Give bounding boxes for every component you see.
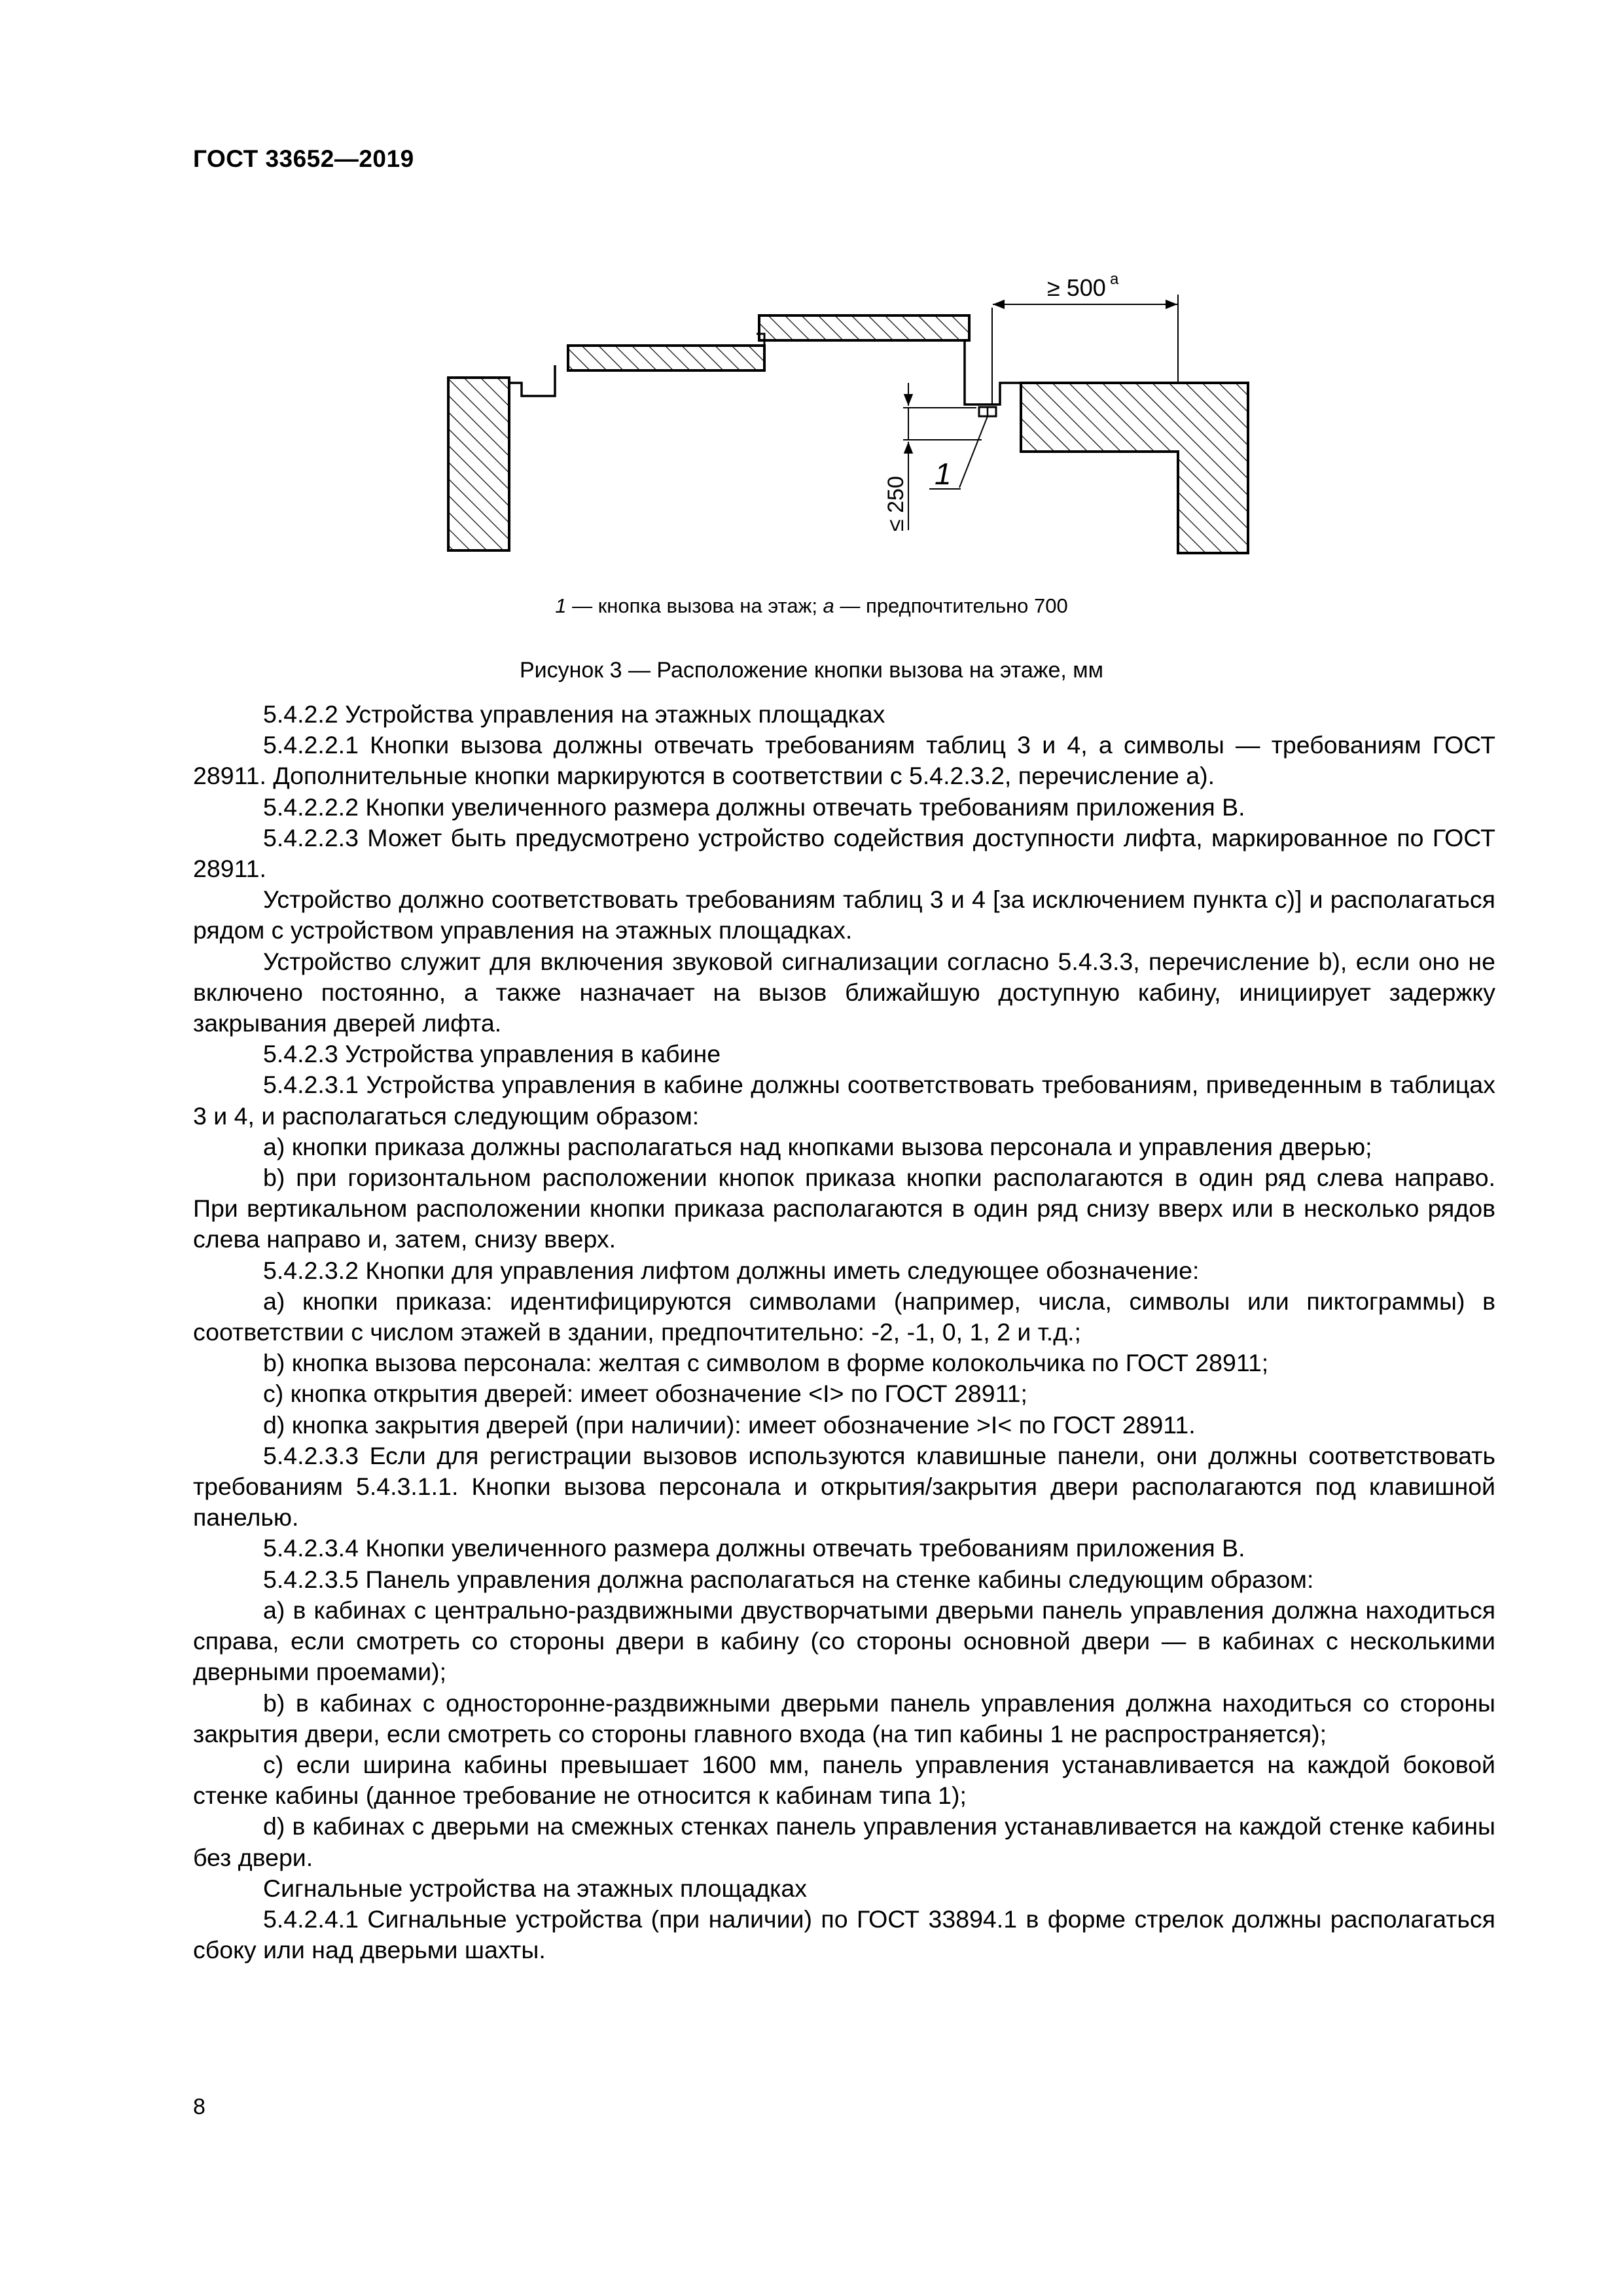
- paragraph: 5.4.2.3 Устройства управления в кабине: [263, 1040, 721, 1068]
- top-dimension-label: ≥ 500: [1047, 274, 1106, 301]
- call-button-layout-figure: [432, 262, 1270, 583]
- side-dimension-label: ≤ 250: [883, 476, 908, 531]
- floor-plan-drawing: [432, 262, 1270, 583]
- legend-text-1: — кнопка вызова на этаж;: [566, 594, 823, 617]
- paragraph: 5.4.2.3.3 Если для регистрации вызовов используются клавишные панели, они должны соответствовать требованиям 5.4.3.1.1. Кнопки вызова персонала и открытия/закрытия двери располагаются под клавишной панелью.: [193, 1441, 1495, 1532]
- paragraph: a) кнопки приказа: идентифицируются символами (например, числа, символы или пиктограммы) в соответствии с числом этажей в здании, предпочтительно: -2, -1, 0, 1, 2 и т.д.;: [193, 1287, 1495, 1346]
- page-number: 8: [193, 2094, 205, 2119]
- paragraph: 5.4.2.3.1 Устройства управления в кабине должны соответствовать требованиям, приведенным в таблицах 3 и 4, и располагаться следующим образом:: [193, 1071, 1495, 1130]
- figure-legend: [0, 594, 1623, 618]
- paragraph: 5.4.2.2.2 Кнопки увеличенного размера должны отвечать требованиям приложения В.: [263, 793, 1245, 821]
- paragraph: 5.4.2.3.5 Панель управления должна располагаться на стенке кабины следующим образом:: [263, 1565, 1314, 1593]
- paragraph: Устройство служит для включения звуковой сигнализации согласно 5.4.3.3, перечисление b), если оно не включено постоянно, а также назначает на вызов ближайшую доступную кабину, инициирует задержку закрывания дверей лифта.: [193, 947, 1495, 1037]
- paragraph: b) в кабинах с односторонне-раздвижными дверьми панель управления должна находиться со стороны закрытия двери, если смотреть со стороны главного входа (на тип кабины 1 не распространяется);: [193, 1689, 1495, 1748]
- paragraph: d) кнопка закрытия дверей (при наличии): имеет обозначение >I< по ГОСТ 28911.: [263, 1410, 1196, 1439]
- door-panel-upper: [759, 315, 969, 340]
- paragraph: a) кнопки приказа должны располагаться над кнопками вызова персонала и управления дверью;: [263, 1132, 1372, 1160]
- left-shaft-wall: [448, 378, 509, 550]
- body-text: [193, 699, 1495, 1965]
- paragraph: a) в кабинах с центрально-раздвижными двустворчатыми дверьми панель управления должна находиться справа, если смотреть со стороны двери в кабину (со стороны основной двери — в кабинах с несколькими дверными проемами);: [193, 1596, 1495, 1686]
- paragraph: Устройство должно соответствовать требованиям таблиц 3 и 4 [за исключением пункта c)] и располагаться рядом с устройством управления на этажных площадках.: [193, 886, 1495, 944]
- right-shaft-wall: [1021, 383, 1248, 553]
- paragraph: c) кнопка открытия дверей: имеет обозначение <I> по ГОСТ 28911;: [263, 1380, 1027, 1408]
- paragraph: 5.4.2.2.3 Может быть предусмотрено устройство содействия доступности лифта, маркированное по ГОСТ 28911.: [193, 823, 1495, 883]
- paragraph: 5.4.2.2 Устройства управления на этажных площадках: [263, 700, 885, 728]
- figure-caption: Рисунок 3 — Расположение кнопки вызова на этаже, мм: [519, 658, 1104, 683]
- callout-number: 1: [935, 457, 952, 491]
- paragraph: b) кнопка вызова персонала: желтая с символом в форме колокольчика по ГОСТ 28911;: [263, 1349, 1269, 1377]
- paragraph: d) в кабинах с дверьми на смежных стенках панель управления устанавливается на каждой стенке кабины без двери.: [193, 1812, 1495, 1871]
- legend-key-a: a: [823, 594, 834, 617]
- left-sill-line: [509, 365, 555, 396]
- document-code-header: ГОСТ 33652—2019: [193, 145, 414, 172]
- callout-leader: [959, 416, 988, 488]
- paragraph: b) при горизонтальном расположении кнопок приказа кнопки располагаются в один ряд слева направо. При вертикальном расположении кнопки приказа располагаются в один ряд снизу вверх или в несколько рядов слева направо и, затем, снизу вверх.: [193, 1164, 1495, 1253]
- paragraph: 5.4.2.3.4 Кнопки увеличенного размера должны отвечать требованиям приложения В.: [263, 1534, 1245, 1562]
- paragraph: 5.4.2.4.1 Сигнальные устройства (при наличии) по ГОСТ 33894.1 в форме стрелок должны располагаться сбоку или над дверьми шахты.: [193, 1905, 1495, 1964]
- top-dimension-superscript: a: [1110, 270, 1119, 288]
- paragraph: Сигнальные устройства на этажных площадках: [263, 1874, 807, 1902]
- door-panel-lower: [568, 346, 764, 370]
- legend-key-1: 1: [555, 594, 567, 617]
- paragraph: 5.4.2.2.1 Кнопки вызова должны отвечать требованиям таблиц 3 и 4, а символы — требованиям ГОСТ 28911. Дополнительные кнопки маркируются в соответствии с 5.4.2.3.2, перечисление a).: [193, 731, 1495, 790]
- paragraph: c) если ширина кабины превышает 1600 мм, панель управления устанавливается на каждой боковой стенке кабины (данное требование не относится к кабинам типа 1);: [193, 1750, 1495, 1810]
- paragraph: 5.4.2.3.2 Кнопки для управления лифтом должны иметь следующее обозначение:: [263, 1256, 1200, 1284]
- legend-text-a: — предпочтительно 700: [834, 594, 1068, 617]
